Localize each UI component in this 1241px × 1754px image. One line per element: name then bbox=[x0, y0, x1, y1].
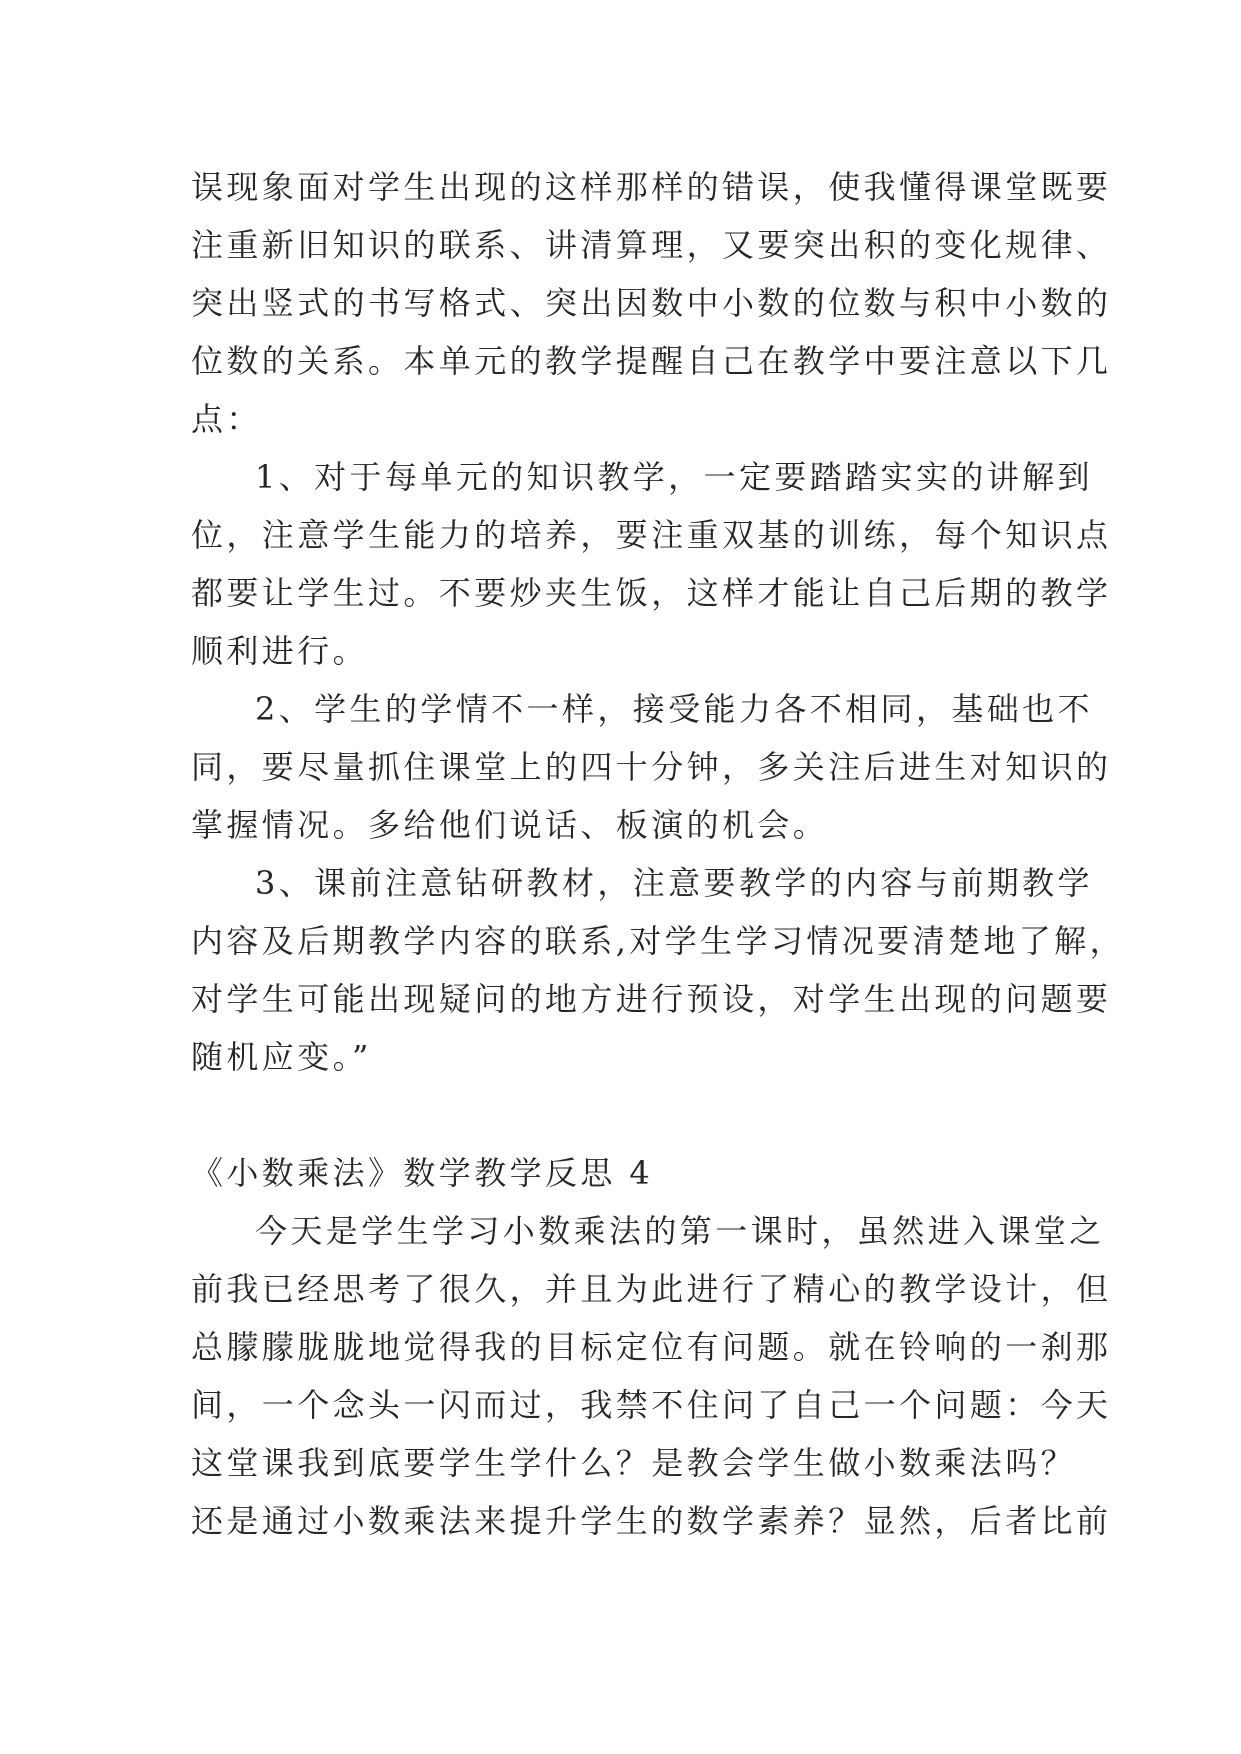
text-line: 突出竖式的书写格式、突出因数中小数的位数与积中小数的 bbox=[191, 284, 1112, 322]
text-line: 内容及后期教学内容的联系,对学生学习情况要清楚地了解， bbox=[191, 922, 1125, 960]
text-line: 顺利进行。 bbox=[191, 632, 369, 670]
text-line: 随机应变。” bbox=[191, 1038, 372, 1076]
text-line: 今天是学生学习小数乘法的第一课时，虽然进入课堂之 bbox=[255, 1212, 1105, 1250]
text-line: 还是通过小数乘法来提升学生的数学素养？显然，后者比前 bbox=[191, 1502, 1112, 1540]
text-line: 间，一个念头一闪而过，我禁不住问了自己一个问题：今天 bbox=[191, 1386, 1112, 1424]
section-heading: 《小数乘法》数学教学反思 4 bbox=[191, 1154, 654, 1192]
text-line: 误现象面对学生出现的这样那样的错误，使我懂得课堂既要 bbox=[191, 168, 1112, 206]
text-line: 总朦朦胧胧地觉得我的目标定位有问题。就在铃响的一刹那 bbox=[191, 1328, 1112, 1366]
text-line: 对学生可能出现疑问的地方进行预设，对学生出现的问题要 bbox=[191, 980, 1112, 1018]
text-line: 位，注意学生能力的培养，要注重双基的训练，每个知识点 bbox=[191, 516, 1112, 554]
text-line: 掌握情况。多给他们说话、板演的机会。 bbox=[191, 806, 829, 844]
text-line: 3、课前注意钻研教材，注意要教学的内容与前期教学 bbox=[255, 864, 1093, 902]
text-line: 点： bbox=[191, 400, 262, 438]
text-line: 前我已经思考了很久，并且为此进行了精心的教学设计，但 bbox=[191, 1270, 1112, 1308]
text-line: 位数的关系。本单元的教学提醒自己在教学中要注意以下几 bbox=[191, 342, 1112, 380]
text-line: 都要让学生过。不要炒夹生饭，这样才能让自己后期的教学 bbox=[191, 574, 1112, 612]
text-line: 同，要尽量抓住课堂上的四十分钟，多关注后进生对知识的 bbox=[191, 748, 1112, 786]
text-line: 这堂课我到底要学生学什么？是教会学生做小数乘法吗？ bbox=[191, 1444, 1077, 1482]
text-line: 2、学生的学情不一样，接受能力各不相同，基础也不 bbox=[255, 690, 1093, 728]
text-line: 1、对于每单元的知识教学，一定要踏踏实实的讲解到 bbox=[255, 458, 1093, 496]
text-line: 注重新旧知识的联系、讲清算理，又要突出积的变化规律、 bbox=[191, 226, 1112, 264]
